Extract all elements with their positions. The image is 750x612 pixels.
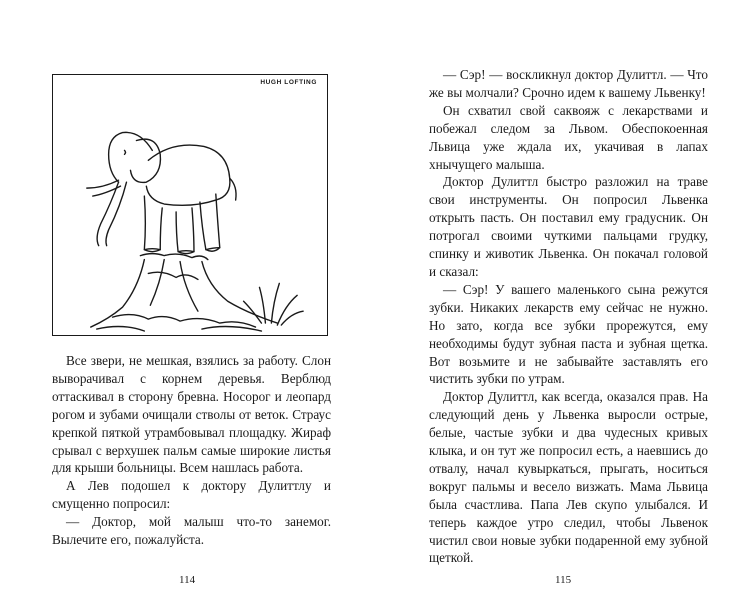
- right-page: [375, 0, 750, 612]
- paragraph: — Сэр! — воскликнул доктор Дулиттл. — Что же вы молчали? Срочно идем к вашему Львенку!: [429, 67, 708, 100]
- paragraph: Доктор Дулиттл быстро разложил на траве свои инструменты. Он попросил Львенка открыть пасть. Он поставил ему градусник. Он потрогал своими чуткими пальцами грудку, спинку и животик Львенка. Он покачал головой и сказал:: [429, 174, 708, 279]
- right-page-text: [429, 66, 708, 567]
- paragraph: Все звери, не мешкая, взялись за работу. Слон выворачивал с корнем деревья. Верблюд оттаскивал в сторону бревна. Носорог и леопард рогом и зубами очищали стволы от веток. Страус крепкой пяткой утрамбовывал площадку. Жираф срывал с верхушек пальм самые широкие листья для крыши больницы. Всем нашлась работа.: [52, 353, 331, 476]
- paragraph: А Лев подошел к доктору Дулиттлу и смущенно попросил:: [52, 478, 331, 512]
- page-number-left: 114: [179, 574, 196, 586]
- paragraph: Он схватил свой саквояж с лекарствами и побежал следом за Львом. Обеспокоенная Львица уже ждала их, укачивая в лапах хнычущего малыша.: [429, 102, 708, 172]
- paragraph: Доктор Дулиттл, как всегда, оказался прав. На следующий день у Львенка выросли острые, белые, частые зубки и два чудесных кривых клыка, и он тут же попросил есть, а наевшись до отвалу, начал кувыркаться, прыгать, носиться вокруг пальмы и весело визжать. Мама Львица была счастлива. Папа Лев скупо улыбался. И теперь каждое утро следил, чтобы Львенок чистил свои новые зубки подаренной ему зубной щеткой.: [429, 389, 708, 566]
- paragraph: — Сэр! У вашего маленького сына режутся зубки. Никаких лекарств ему сейчас не нужно. Но зато, когда все зубки прорежутся, ему необходимы будут зубная паста и зубная щетка. Вот возьмите и не забывайте заставлять его чистить зубки по утрам.: [429, 281, 708, 387]
- elephant-drawing: [53, 75, 327, 335]
- left-page-text: [52, 352, 331, 549]
- elephant-illustration: [52, 74, 328, 336]
- illustrator-signature: HUGH LOFTING: [260, 79, 317, 86]
- page-number-right: 115: [555, 574, 572, 586]
- paragraph: — Доктор, мой малыш что-то занемог. Вылечите его, пожалуйста.: [52, 514, 331, 548]
